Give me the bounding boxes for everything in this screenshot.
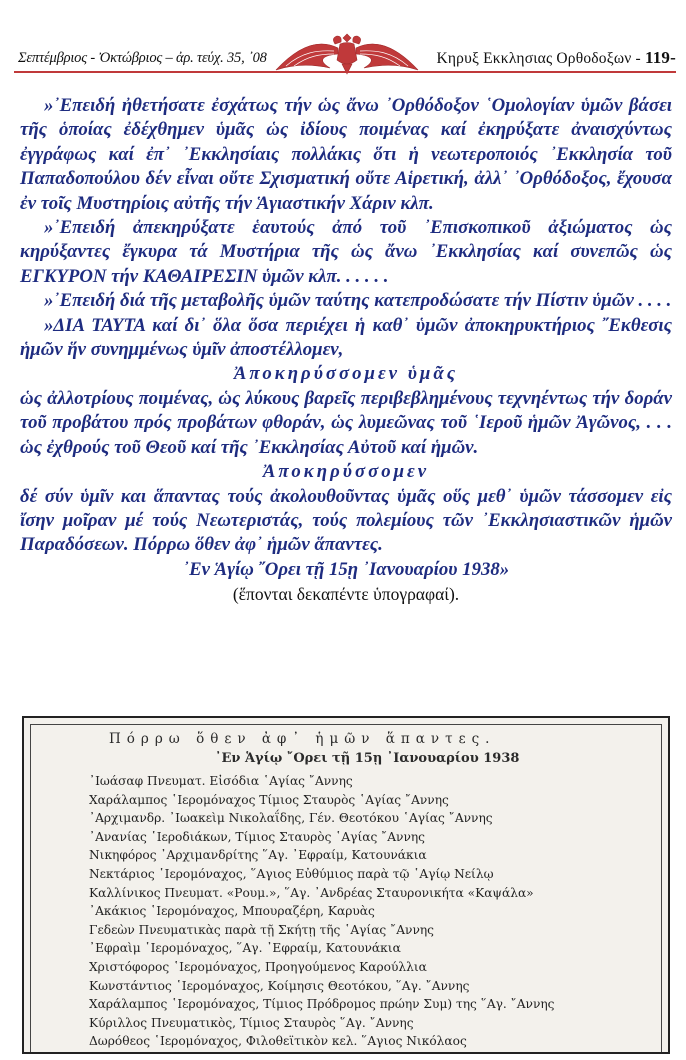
dateline: ᾽Εν Ἁγίῳ ῎Ορει τῇ 15ῃ ᾽Ιανουαρίου 1938» (182, 558, 510, 580)
issue-info: Σεπτέμβριος - Ὀκτώβριος – ἀρ. τεύχ. 35, ᾽08 (18, 50, 267, 66)
heading-anathema-1: Ἀποκηρύσσομεν ὑμᾶς (233, 363, 459, 385)
signature-line: Κωνστάντιος ῾Ιερομόναχος, Κοίμησις Θεοτόκου, ῞Αγ. ῎Αννης (89, 978, 470, 993)
signature-line: Χαράλαμπος ῾Ιερομόναχος, Τίμιος Πρόδρομος πρώην Συμ) της ῞Αγ. ῎Αννης (89, 997, 555, 1012)
page-number: 119- (644, 48, 676, 67)
paragraph-5: ὡς ἀλλοτρίους ποιμένας, ὡς λύκους βαρεῖς περιβεβλημένους τεχνηέντως τήν δοράν τοῦ προβάτου πρός προβάτων φθοράν, ὡς λυμεῶνας τοῦ ῾Ιεροῦ ἡμῶν Ἀγῶνος, . . . ὡς ἐχθρούς τοῦ Θεοῦ καί τῆς ᾽Εκκλησίας Αὐτοῦ καί ἡμῶν. (20, 387, 672, 458)
signature-line: Νικηφόρος ᾽Αρχιμανδρίτης ῞Αγ. ᾽Εφραίμ, Κατουνάκια (89, 848, 427, 863)
paragraph-1: »᾽Επειδή ἠθετήσατε ἐσχάτως τήν ὡς ἄνω ᾽Ορθόδοξον ῾Ομολογίαν ὑμῶν βάσει τῆς ὁποίας ἐδέχθημεν ὑμᾶς ὡς ἰδίους ποιμένας καί ἐκηρύξατε ἀναισχύντως ἐγγράφως καί ἐπ᾽ ᾽Εκκλησίαις πολλάκις ὅτι ἡ νεωτεροποιός ᾽Εκκλησία τοῦ Παπαδοπούλου δέν εἶναι οὔτε Σχισματική οὔτε Αἱρετική, ἀλλ᾽ ᾽Ορθόδοξος, ἔχουσα ἐν τοῖς Μυστηρίοις αὐτῆς τήν Ἁγιαστικήν Χάριν κλπ. (20, 95, 672, 214)
heading-anathema-2: Ἀποκηρύσσομεν (262, 461, 430, 483)
article-body (20, 94, 672, 607)
signature-line: ᾽Ιωάσαφ Πνευματ. Εἰσόδια ῾Αγίας ῎Αννης (89, 774, 353, 788)
scan-heading: Πόρρω ὅθεν ἀφ᾽ ἡμῶν ἅπαντες. (109, 731, 496, 747)
paragraph-3: »᾽Επειδή διά τῆς μεταβολῆς ὑμῶν ταύτης κατεπροδώσατε τήν Πίστιν ὑμῶν . . . . (44, 290, 672, 312)
signature-line: Νεκτάριος ῾Ιερομόναχος, ῞Αγιος Εὐθύμιος παρὰ τῷ ῾Αγίῳ Νείλῳ (89, 866, 494, 881)
journal-title (436, 48, 676, 68)
signature-line: ᾽Ακάκιος ῾Ιερομόναχος, Μπουραζέρη, Καρυὰς (89, 904, 375, 919)
signature-line: Δωρόθεος ῾Ιερομόναχος, Φιλοθεϊτικὸν κελ. ῞Αγιος Νικόλαος (89, 1034, 467, 1049)
signature-line: Κύριλλος Πνευματικὸς, Τίμιος Σταυρὸς ῞Αγ. ῎Αννης (89, 1015, 414, 1030)
paragraph-2: »᾽Επειδή ἀπεκηρύξατε ἑαυτούς ἀπό τοῦ ᾽Επισκοπικοῦ ἀξιώματος ὡς κηρύξαντες ἔγκυρα τά Μυστήρια τῆς ὡς ἄνω ᾽Εκκλησίας καί συνεπῶς ὡς ΕΓΚΥΡΟΝ τήν ΚΑΘΑΙΡΕΣΙΝ ὑμῶν κλπ. . . . . . (20, 217, 672, 287)
paragraph-6: δέ σύν ὑμῖν και ἅπαντας τούς ἀκολουθοῦντας ὑμᾶς οὕς μεθ᾽ ὑμῶν τάσσομεν εἰς ἴσην μοῖραν μέ τούς Νεωτεριστάς, τούς πολεμίους τῶν ᾽Εκκλησιαστικῶν ἡμῶν Παραδόσεων. Πόρρω ὅθεν ἀφ᾽ ἡμῶν ἅπαντες. (20, 485, 672, 556)
signature-line: ᾽Αρχιμανδρ. ᾽Ιωακεὶμ Νικολαΐδης, Γέν. Θεοτόκου ῾Αγίας ῎Αννης (89, 811, 493, 826)
scan-frame (30, 724, 662, 1052)
journal-name: Κηρυξ Εκκλησιας Ορθοδοξων - (436, 50, 641, 67)
header-rule (14, 71, 676, 73)
signature-line: Χριστόφορος ῾Ιερομόναχος, Προηγούμενος Καρούλλια (89, 959, 427, 974)
signature-line: Γεδεὼν Πνευματικὰς παρὰ τῇ Σκήτῃ τῆς ῾Αγίας ῎Αννης (89, 922, 434, 937)
signatures-note: (ἕπονται δεκαπέντε ὑπογραφαί). (232, 584, 460, 605)
signature-line: Καλλίνικος Πνευματ. «Ρουμ.», ῞Αγ. ᾽Ανδρέας Σταυρονικήτα «Καψάλα» (89, 885, 534, 900)
scan-date: ᾽Εν Ἁγίῳ ῎Ορει τῇ 15ῃ ᾽Ιανουαρίου 1938 (215, 751, 520, 766)
signature-line: Χαράλαμπος ῾Ιερομόναχος Τίμιος Σταυρὸς ῾Αγίας ῎Αννης (89, 792, 449, 807)
signature-line: ᾽Εφραὶμ ῾Ιερομόναχος, ῞Αγ. ᾽Εφραίμ, Κατουνάκια (89, 941, 401, 956)
scanned-document (22, 716, 670, 1054)
paragraph-4: »ΔΙΑ ΤΑΥΤΑ καί δι᾽ ὅλα ὅσα περιέχει ἡ καθ᾽ ὑμῶν ἀποκηρυκτήριος ῎Εκθεσις ἡμῶν ἥν συνημμένως ὑμῖν ἀποστέλλομεν, (20, 314, 672, 361)
signature-line: ᾽Ανανίας ῾Ιεροδιάκων, Τίμιος Σταυρὸς ῾Αγίας ῎Αννης (89, 829, 426, 844)
page-header (0, 0, 686, 88)
